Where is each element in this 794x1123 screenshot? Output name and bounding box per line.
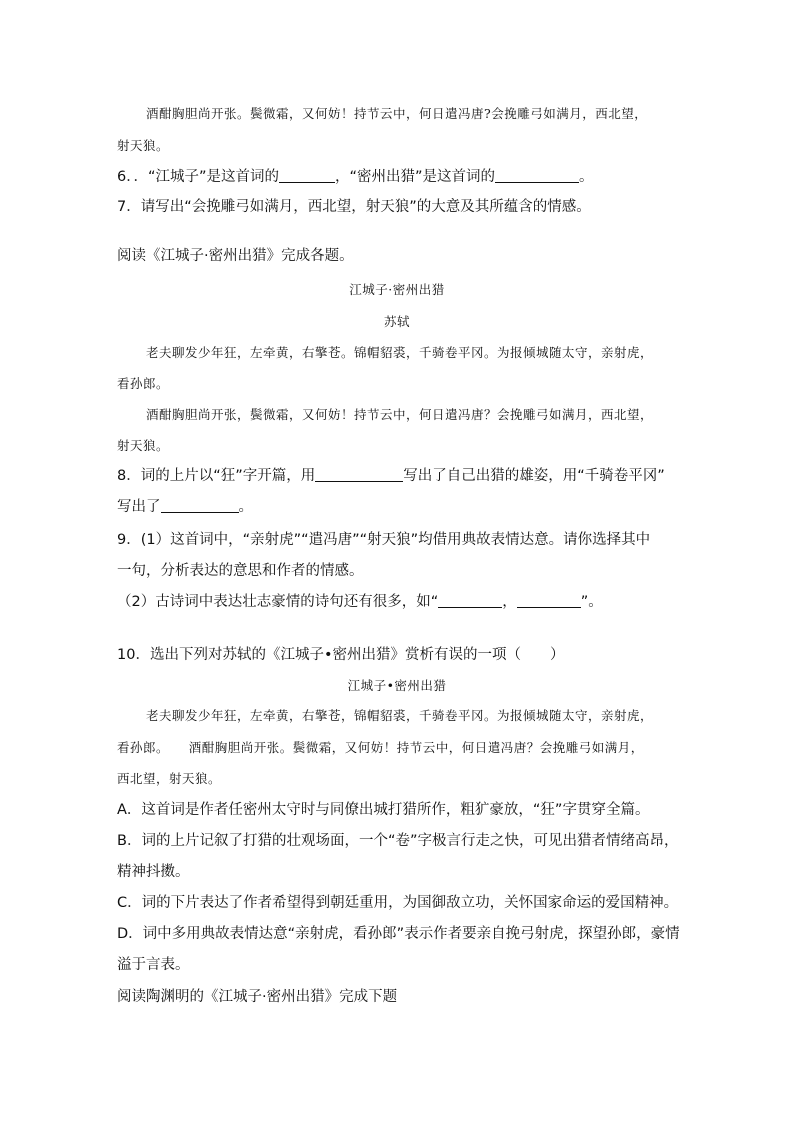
poem-line: 射天狼。 <box>117 138 170 153</box>
question-text: （2）古诗词中表达壮志豪情的诗句还有很多，如“ <box>117 594 439 610</box>
question-7: 7．请写出“会挽雕弓如满月，西北望，射天狼”的大意及其所蕴含的情感。 <box>117 199 591 215</box>
poem-line: 酒酣胸胆尚开张，鬓微霜，又何妨！持节云中，何日遣冯唐？会挽雕弓如满月，西北望， <box>146 407 654 422</box>
reading-intro: 阅读《江城子·密州出猎》完成各题。 <box>117 248 354 264</box>
reading-intro: 阅读陶渊明的《江城子·密州出猎》完成下题 <box>117 989 398 1005</box>
question-text: 8．词的上片以“狂”字开篇，用 <box>117 468 316 484</box>
question-10: 10．选出下列对苏轼的《江城子•密州出猎》赏析有误的一项（ ） <box>117 647 565 663</box>
answer-blank[interactable] <box>495 168 579 183</box>
question-9-1-cont: 一句，分析表达的意思和作者的情感。 <box>117 563 364 579</box>
answer-blank[interactable] <box>161 498 239 513</box>
poem-line: 看孙郎。 <box>117 376 170 391</box>
answer-blank[interactable] <box>279 168 335 183</box>
option-b-cont: 精神抖擞。 <box>117 864 190 880</box>
option-a: A．这首词是作者任密州太守时与同僚出城打猎所作，粗犷豪放，“狂”字贯穿全篇。 <box>117 802 650 818</box>
answer-blank[interactable] <box>315 467 403 482</box>
option-d-cont: 溢于言表。 <box>117 957 190 973</box>
poem-line: 射天狼。 <box>117 438 170 453</box>
question-text: ，“密州出猎”是这首词的 <box>335 169 496 185</box>
question-text: ”。 <box>580 594 603 610</box>
poem-title: 江城子·密州出猎 <box>349 282 445 297</box>
question-9-2 <box>117 592 687 612</box>
question-8 <box>117 466 687 486</box>
question-8-cont <box>117 497 687 517</box>
poem-author: 苏轼 <box>383 314 410 329</box>
poem-line: 酒酣胸胆尚开张。鬓微霜，又何妨！持节云中，何日遣冯唐?会挽雕弓如满月，西北望， <box>146 106 648 121</box>
question-9-1: 9．(1）这首词中，“亲射虎”“遣冯唐”“射天狼”均借用典故表情达意。请你选择其中 <box>117 532 651 548</box>
question-text: 。 <box>579 169 594 185</box>
question-text: 写出了自己出猎的雄姿，用“千骑卷平冈” <box>403 468 665 484</box>
question-text: 。 <box>238 499 253 515</box>
poem-title: 江城子•密州出猎 <box>347 678 447 693</box>
question-6 <box>117 167 687 187</box>
answer-blank[interactable] <box>517 593 581 608</box>
question-text: 写出了 <box>117 499 161 515</box>
poem-line: 西北望，射天狼。 <box>117 771 222 786</box>
option-b: B．词的上片记叙了打猎的壮观场面，一个“卷”字极言行走之快，可见出猎者情绪高昂， <box>117 833 679 849</box>
poem-line: 老夫聊发少年狂，左牵黄，右擎苍，锦帽貂裘，千骑卷平冈。为报倾城随太守，亲射虎， <box>146 708 654 723</box>
poem-line: 看孙郎。 酒酣胸胆尚开张。鬓微霜，又何妨！持节云中，何日遣冯唐？会挽雕弓如满月， <box>117 740 644 755</box>
poem-line: 老夫聊发少年狂，左牵黄，右擎苍。锦帽貂裘，千骑卷平冈。为报倾城随太守，亲射虎， <box>146 345 654 360</box>
answer-blank[interactable] <box>438 593 502 608</box>
question-text: 6．．“江城子”是这首词的 <box>117 169 279 185</box>
question-text: ， <box>502 594 517 610</box>
option-d: D．词中多用典故表情达意“亲射虎，看孙郎”表示作者要亲自挽弓射虎，探望孙郎，豪情 <box>117 926 680 942</box>
option-c: C．词的下片表达了作者希望得到朝廷重用，为国御敌立功，关怀国家命运的爱国精神。 <box>117 895 679 911</box>
